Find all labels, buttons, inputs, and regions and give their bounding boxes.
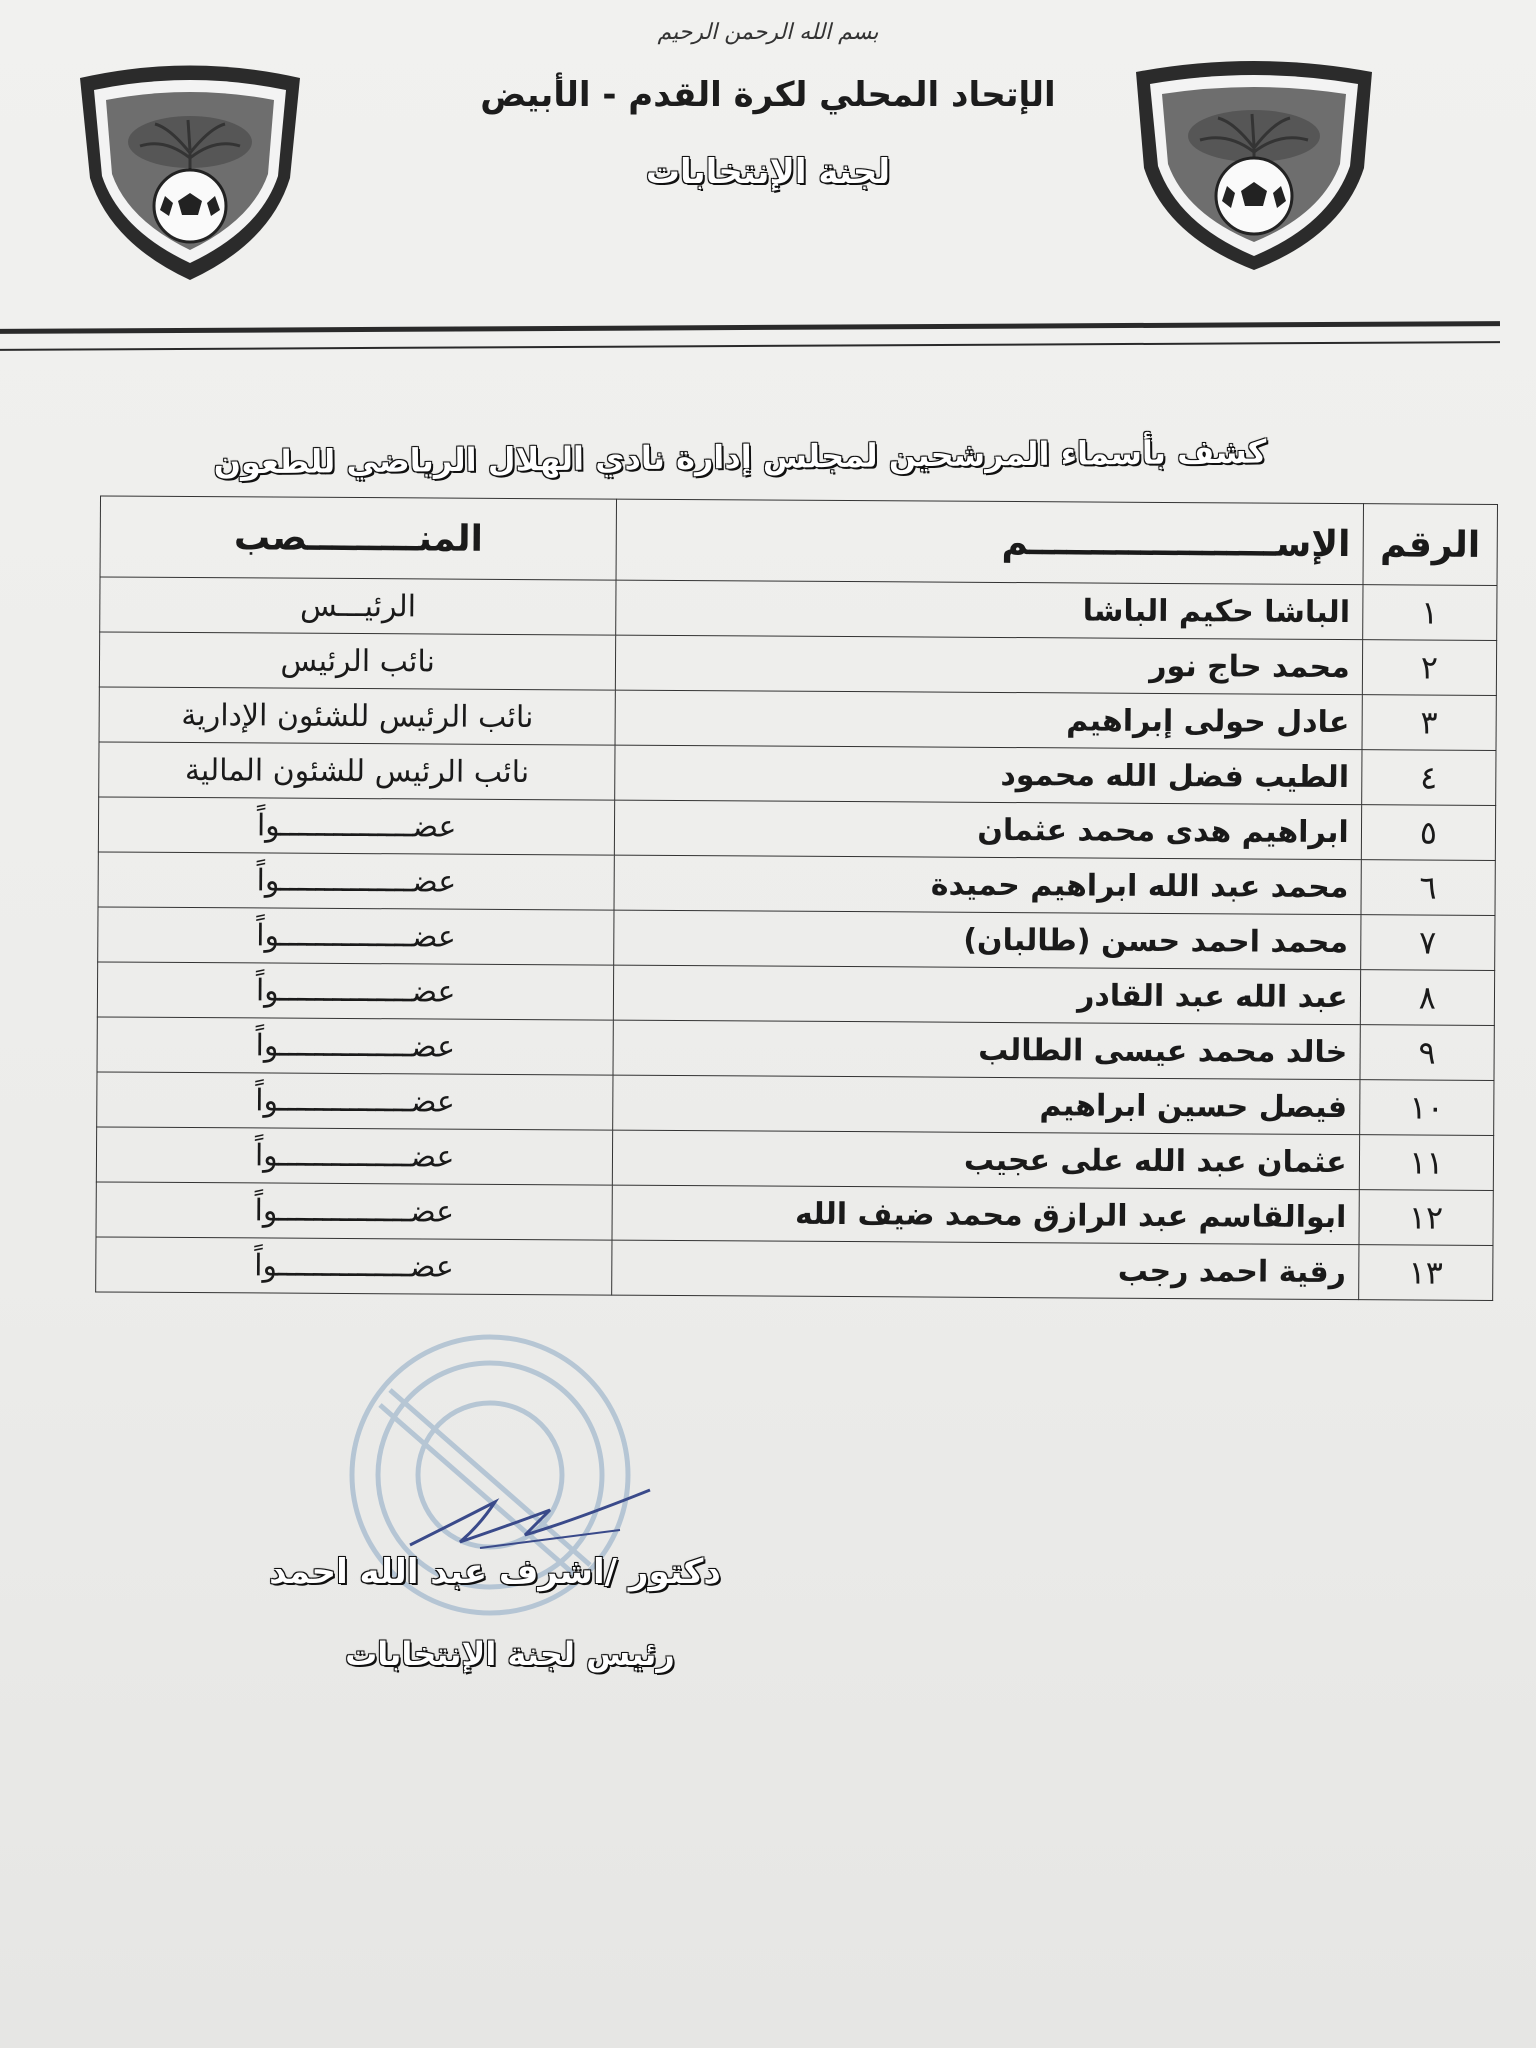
table-row: [100, 577, 1497, 641]
committee-title: لجنة الإنتخابات: [645, 152, 891, 192]
column-header-name: الإســــــــــــــــــــم: [616, 499, 1363, 585]
header-divider-thick: [0, 321, 1500, 334]
candidate-name: الباشا حكيم الباشا: [616, 580, 1363, 640]
row-number: ٢: [1362, 640, 1497, 696]
candidate-position: نائب الرئيس للشئون المالية: [99, 742, 616, 800]
row-number: ٤: [1361, 750, 1496, 806]
column-header-number: الرقم: [1363, 504, 1498, 586]
document-heading: كشف بأسماء المرشحين لمجلس إدارة نادي الهلال الرياضي للطعون: [213, 432, 1267, 482]
candidate-position: عضـــــــــــــــواً: [98, 852, 615, 910]
signer-name: دكتور /اشرف عبد الله احمد: [269, 1552, 721, 1592]
row-number: ٧: [1360, 915, 1495, 971]
row-number: ١١: [1359, 1135, 1494, 1191]
table-row: [99, 742, 1496, 806]
candidate-position: عضـــــــــــــــواً: [98, 907, 615, 965]
table-row: [97, 1017, 1494, 1081]
table-row: [97, 1072, 1494, 1136]
candidate-position: عضـــــــــــــــواً: [97, 1072, 614, 1130]
header-divider-thin: [0, 341, 1500, 351]
table-row: [98, 852, 1495, 916]
candidate-name: عادل حولى إبراهيم: [615, 690, 1362, 750]
candidate-position: عضـــــــــــــــواً: [97, 962, 614, 1020]
table-header-row: [100, 496, 1497, 586]
row-number: ١٠: [1359, 1080, 1494, 1136]
candidate-name: عثمان عبد الله على عجيب: [613, 1130, 1360, 1190]
signature-icon: [400, 1480, 660, 1560]
table-row: [99, 687, 1496, 751]
candidate-position: عضـــــــــــــــواً: [97, 1017, 614, 1075]
table-row: [98, 907, 1495, 971]
candidate-name: محمد حاج نور: [616, 635, 1363, 695]
candidate-position: عضـــــــــــــــواً: [96, 1182, 613, 1240]
candidate-name: عبد الله عبد القادر: [614, 965, 1361, 1025]
row-number: ٩: [1360, 1025, 1495, 1081]
candidate-position: نائب الرئيس للشئون الإدارية: [99, 687, 616, 745]
candidates-table: [95, 495, 1498, 1301]
candidate-position: عضـــــــــــــــواً: [98, 797, 615, 855]
row-number: ٦: [1361, 860, 1496, 916]
candidate-position: عضـــــــــــــــواً: [96, 1127, 613, 1185]
candidate-name: رقية احمد رجب: [612, 1240, 1359, 1300]
row-number: ٨: [1360, 970, 1495, 1026]
organization-title: الإتحاد المحلي لكرة القدم - الأبيض: [480, 75, 1056, 115]
table-row: [96, 1127, 1493, 1191]
row-number: ١٢: [1359, 1190, 1494, 1246]
table-row: [99, 632, 1496, 696]
row-number: ١٣: [1358, 1245, 1493, 1301]
candidate-name: محمد عبد الله ابراهيم حميدة: [614, 855, 1361, 915]
candidate-name: خالد محمد عيسى الطالب: [613, 1020, 1360, 1080]
candidate-position: الرئيـــس: [100, 577, 617, 635]
row-number: ٣: [1362, 695, 1497, 751]
row-number: ٥: [1361, 805, 1496, 861]
candidate-name: ابوالقاسم عبد الرازق محمد ضيف الله: [612, 1185, 1359, 1245]
table-row: [96, 1182, 1493, 1246]
basmala: بسم الله الرحمن الرحيم: [657, 20, 879, 45]
table-row: [96, 1237, 1493, 1301]
candidate-name: الطيب فضل الله محمود: [615, 745, 1362, 805]
table-row: [98, 797, 1495, 861]
candidate-position: نائب الرئيس: [99, 632, 616, 690]
candidate-position: عضـــــــــــــــواً: [96, 1237, 613, 1295]
candidate-name: محمد احمد حسن (طالبان): [614, 910, 1361, 970]
signer-title: رئيس لجنة الإنتخابات: [345, 1635, 675, 1673]
candidate-name: فيصل حسين ابراهيم: [613, 1075, 1360, 1135]
candidate-name: ابراهيم هدى محمد عثمان: [615, 800, 1362, 860]
table-body: [96, 577, 1497, 1301]
table-row: [97, 962, 1494, 1026]
column-header-position: المنـــــــــصب: [100, 496, 617, 580]
row-number: ١: [1362, 585, 1497, 641]
